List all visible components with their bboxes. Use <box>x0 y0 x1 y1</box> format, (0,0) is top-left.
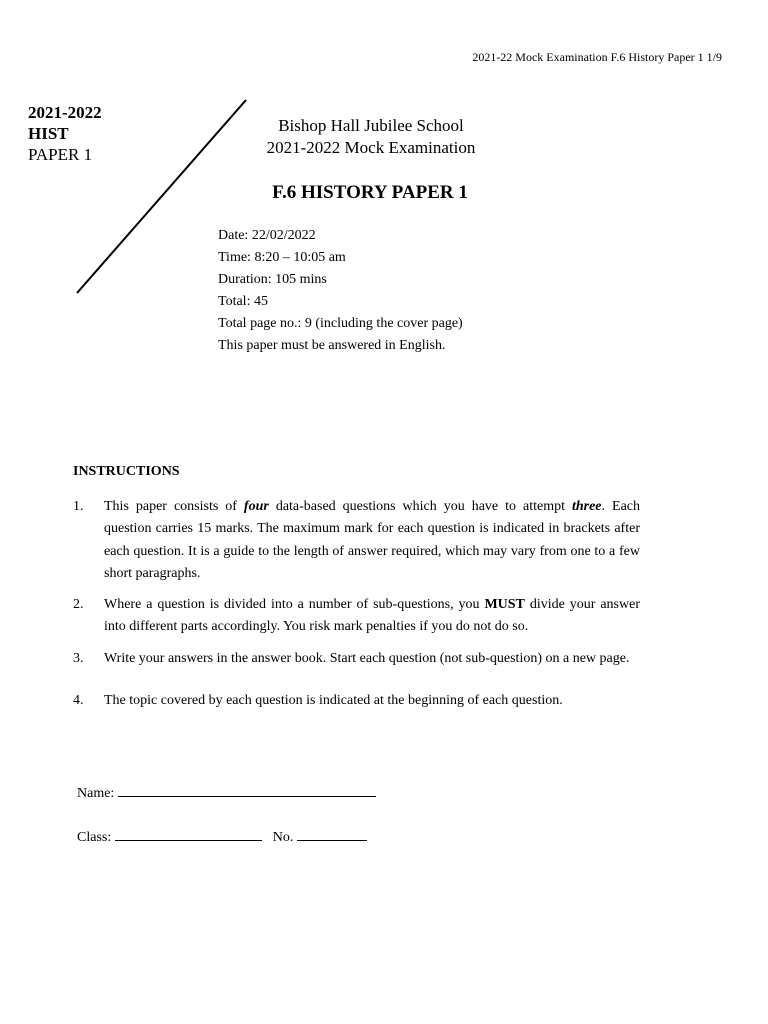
school-name: Bishop Hall Jubilee School <box>278 116 464 135</box>
instruction-text: This paper consists of four data-based questions which you have to attempt three. Each question carries 15 marks. The maximum mark for each question is indicated in brackets after each question. It is a guide to the length of answer required, which may vary from one to a few short paragraphs. <box>104 499 640 581</box>
running-header: 2021-22 Mock Examination F.6 History Paper 1 1/9 <box>472 50 722 64</box>
exam-pages: Total page no.: 9 (including the cover page) <box>218 316 463 331</box>
corner-year: 2021-2022 <box>28 103 102 122</box>
instruction-number: 2. <box>73 597 84 613</box>
instruction-number: 3. <box>73 650 84 666</box>
exam-details <box>218 225 463 357</box>
emphasis-three: three <box>571 499 602 514</box>
instruction-text: Write your answers in the answer book. Start each question (not sub-question) on a new page. <box>104 650 630 666</box>
exam-name: 2021-2022 Mock Examination <box>266 138 476 157</box>
instruction-item <box>73 496 640 585</box>
paper-title: F.6 HISTORY PAPER 1 <box>272 182 468 203</box>
instruction-number: 4. <box>73 693 84 709</box>
name-field[interactable] <box>118 782 376 797</box>
exam-date: Date: 22/02/2022 <box>218 228 316 243</box>
corner-paper: PAPER 1 <box>28 145 93 164</box>
name-label: Name: <box>77 786 115 801</box>
class-line <box>77 826 367 846</box>
name-line <box>77 782 376 802</box>
instructions-list <box>73 496 640 712</box>
exam-language: This paper must be answered in English. <box>218 338 446 353</box>
corner-subject: HIST <box>28 124 69 143</box>
exam-time: Time: 8:20 – 10:05 am <box>218 250 346 265</box>
instructions-heading: INSTRUCTIONS <box>73 464 180 479</box>
instruction-item <box>73 690 640 712</box>
emphasis-four: four <box>243 499 269 514</box>
number-field[interactable] <box>297 826 367 841</box>
emphasis-must: MUST <box>484 597 525 613</box>
instruction-text: The topic covered by each question is indicated at the beginning of each question. <box>104 693 563 709</box>
instruction-item <box>73 648 640 670</box>
instruction-number: 1. <box>73 499 84 514</box>
class-field[interactable] <box>115 826 262 841</box>
exam-duration: Duration: 105 mins <box>218 272 327 287</box>
number-label: No. <box>272 830 294 845</box>
instruction-text: Where a question is divided into a number of sub-questions, you MUST divide your answer into different parts accordingly. You risk mark penalties if you do not do so. <box>104 597 640 635</box>
exam-total: Total: 45 <box>218 294 268 309</box>
instruction-item <box>73 594 640 639</box>
class-label: Class: <box>77 830 112 845</box>
